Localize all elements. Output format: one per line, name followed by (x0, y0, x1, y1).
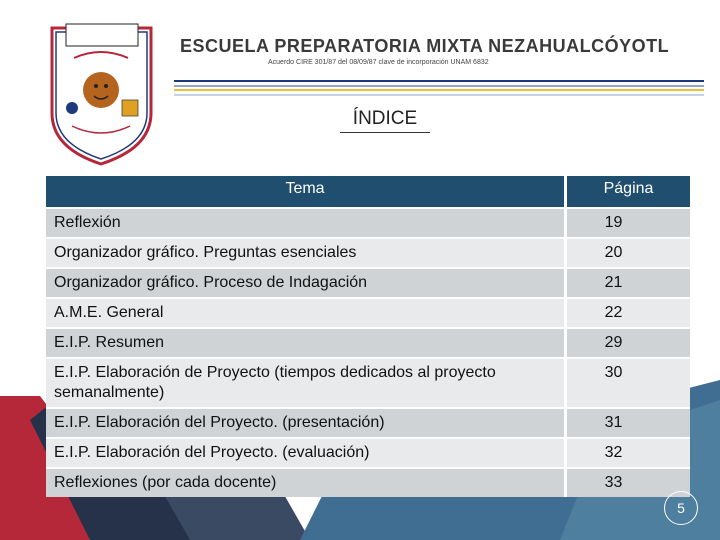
table-row (46, 408, 690, 438)
topic-cell: E.I.P. Elaboración del Proyecto. (evaluación) (46, 438, 566, 468)
page-cell: 30 (566, 358, 690, 408)
topic-cell: Reflexión (46, 208, 566, 238)
page-cell: 32 (566, 438, 690, 468)
table-row (46, 208, 690, 238)
index-table (46, 176, 690, 497)
topic-cell: Reflexiones (por cada docente) (46, 468, 566, 497)
table-row (46, 268, 690, 298)
topic-cell: Organizador gráfico. Proceso de Indagación (46, 268, 566, 298)
header-decorative-lines (174, 78, 704, 102)
topic-cell: Organizador gráfico. Preguntas esenciales (46, 238, 566, 268)
page-cell: 20 (566, 238, 690, 268)
school-registration-text: Acuerdo CIRE 301/87 del 08/09/87 clave de incorporación UNAM 6832 (268, 59, 489, 66)
column-header-page: Página (566, 176, 690, 208)
topic-cell: E.I.P. Elaboración de Proyecto (tiempos dedicados al proyecto semanalmente) (46, 358, 566, 408)
table-row (46, 438, 690, 468)
table-row (46, 238, 690, 268)
slide-number: 5 (664, 491, 698, 525)
table-row (46, 298, 690, 328)
page-cell: 33 (566, 468, 690, 497)
topic-cell: E.I.P. Elaboración del Proyecto. (presentación) (46, 408, 566, 438)
page-cell: 31 (566, 408, 690, 438)
page-title: ÍNDICE (340, 108, 430, 133)
page-cell: 19 (566, 208, 690, 238)
page-cell: 21 (566, 268, 690, 298)
table-row (46, 328, 690, 358)
topic-cell: A.M.E. General (46, 298, 566, 328)
table-row (46, 358, 690, 408)
page-cell: 29 (566, 328, 690, 358)
school-crest-logo (44, 18, 159, 168)
topic-cell: E.I.P. Resumen (46, 328, 566, 358)
column-header-topic: Tema (46, 176, 566, 208)
school-name: ESCUELA PREPARATORIA MIXTA NEZAHUALCÓYOTL (180, 36, 670, 56)
page-cell: 22 (566, 298, 690, 328)
table-row (46, 468, 690, 497)
table-header-row (46, 176, 690, 208)
